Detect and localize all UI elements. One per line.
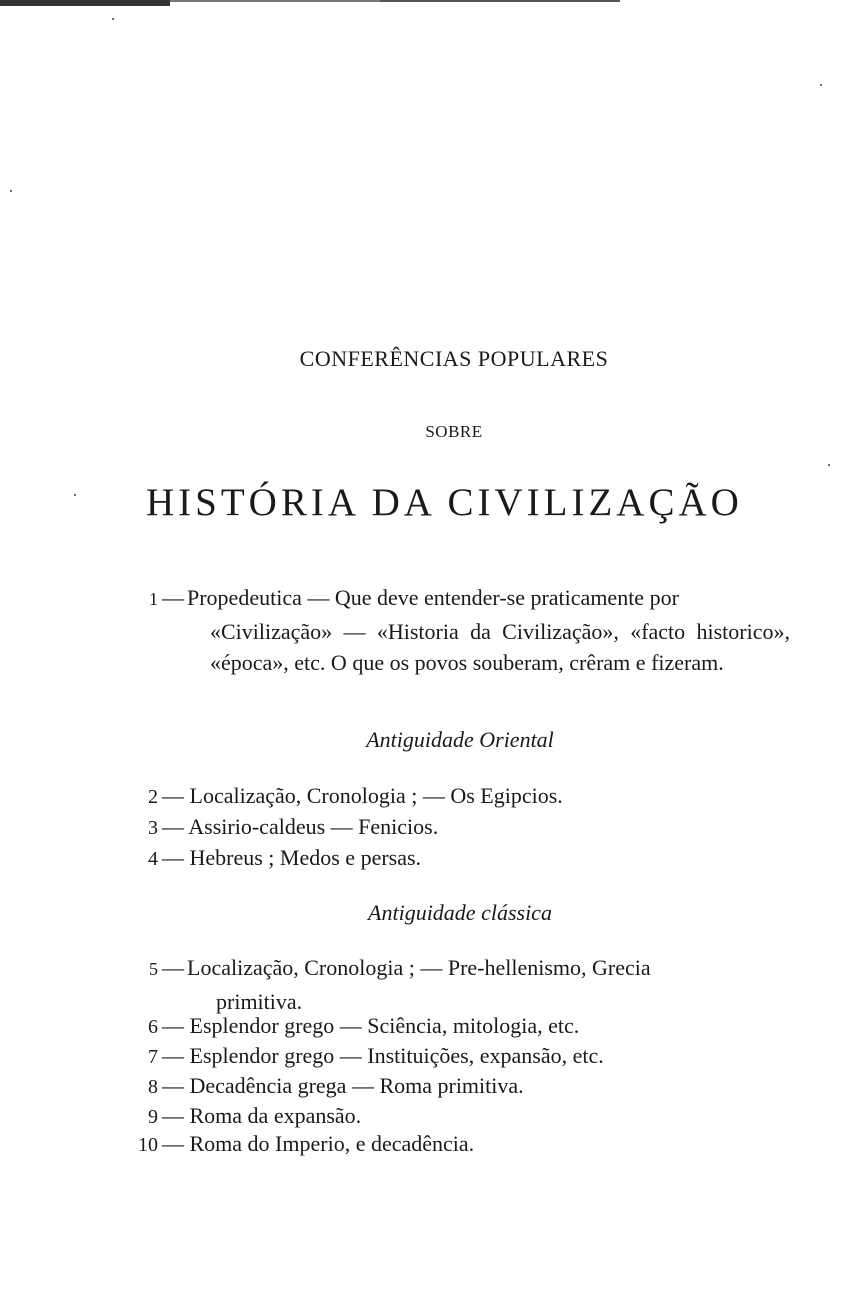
scan-edge — [0, 0, 864, 8]
scan-speck — [820, 84, 822, 86]
entry-number: 7 — [148, 1046, 158, 1068]
list-item — [138, 1013, 579, 1039]
entry-number: 9 — [148, 1106, 158, 1128]
entry-number: 8 — [148, 1076, 158, 1098]
list-item — [138, 1131, 474, 1157]
series-title: CONFERÊNCIAS POPULARES — [299, 346, 609, 371]
entry-text: Esplendor grego — Sciência, mitologia, etc. — [189, 1013, 580, 1038]
entry-text: Assirio-caldeus — Fenicios. — [188, 814, 439, 839]
scan-speck — [112, 18, 114, 20]
entry-first-line — [138, 952, 798, 986]
entry-dash: — — [162, 1131, 184, 1156]
entry-dash: — — [162, 1103, 184, 1128]
list-item — [138, 814, 438, 840]
entry-number: 10 — [138, 1134, 158, 1156]
scan-speck — [74, 494, 76, 496]
entry-text: Localização, Cronologia ; — Pre-hellenismo, Grecia — [187, 955, 651, 980]
entry-number: 6 — [148, 1016, 158, 1038]
list-item — [138, 582, 798, 679]
entry-text: Localização, Cronologia ; — Os Egipcios. — [189, 783, 563, 808]
list-item — [138, 1043, 604, 1069]
entry-dash: — — [162, 783, 184, 808]
page-title: HISTÓRIA DA CIVILIZAÇÃO — [146, 481, 743, 524]
entry-dash: — — [162, 1043, 184, 1068]
entry-text: Esplendor grego — Instituições, expansão, etc. — [189, 1043, 604, 1068]
scan-speck — [828, 464, 830, 466]
entry-text: Hebreus ; Medos e persas. — [189, 845, 422, 870]
section-heading-classica: Antiguidade clássica — [368, 900, 552, 925]
entry-dash: — — [162, 585, 184, 610]
entry-dash: — — [162, 1073, 184, 1098]
entry-text: Propedeutica — Que deve entender-se praticamente por — [187, 585, 679, 610]
scan-speck — [10, 190, 12, 192]
entry-dash: — — [162, 814, 184, 839]
entry-first-line — [138, 582, 798, 616]
entry-text: Roma do Imperio, e decadência. — [189, 1131, 475, 1156]
section-heading-oriental: Antiguidade Oriental — [366, 727, 554, 752]
scan-edge-mark — [170, 0, 400, 2]
entry-dash: — — [162, 845, 184, 870]
scan-edge-mark — [0, 0, 170, 6]
entry-number: 1 — [149, 589, 158, 609]
scan-edge-mark — [380, 0, 620, 2]
entry-text: Roma da expansão. — [189, 1103, 362, 1128]
entry-continuation: «Civilização» — «Historia da Civilização», «facto historico», «época», etc. O que os povos souberam, crêram e fizeram. — [210, 618, 790, 675]
entry-dash: — — [162, 1013, 184, 1038]
entry-number: 5 — [149, 959, 158, 979]
entry-text: Decadência grega — Roma primitiva. — [189, 1073, 524, 1098]
list-item — [138, 952, 798, 1017]
entry-number: 2 — [148, 786, 158, 808]
entry-dash: — — [162, 955, 184, 980]
entry-number: 3 — [148, 817, 158, 839]
subtitle-sobre: SOBRE — [425, 422, 483, 441]
list-item — [138, 783, 563, 809]
list-item — [138, 845, 421, 871]
list-item — [138, 1073, 524, 1099]
list-item — [138, 1103, 361, 1129]
entry-continuation: primitiva. — [216, 988, 303, 1014]
entry-number: 4 — [148, 848, 158, 870]
